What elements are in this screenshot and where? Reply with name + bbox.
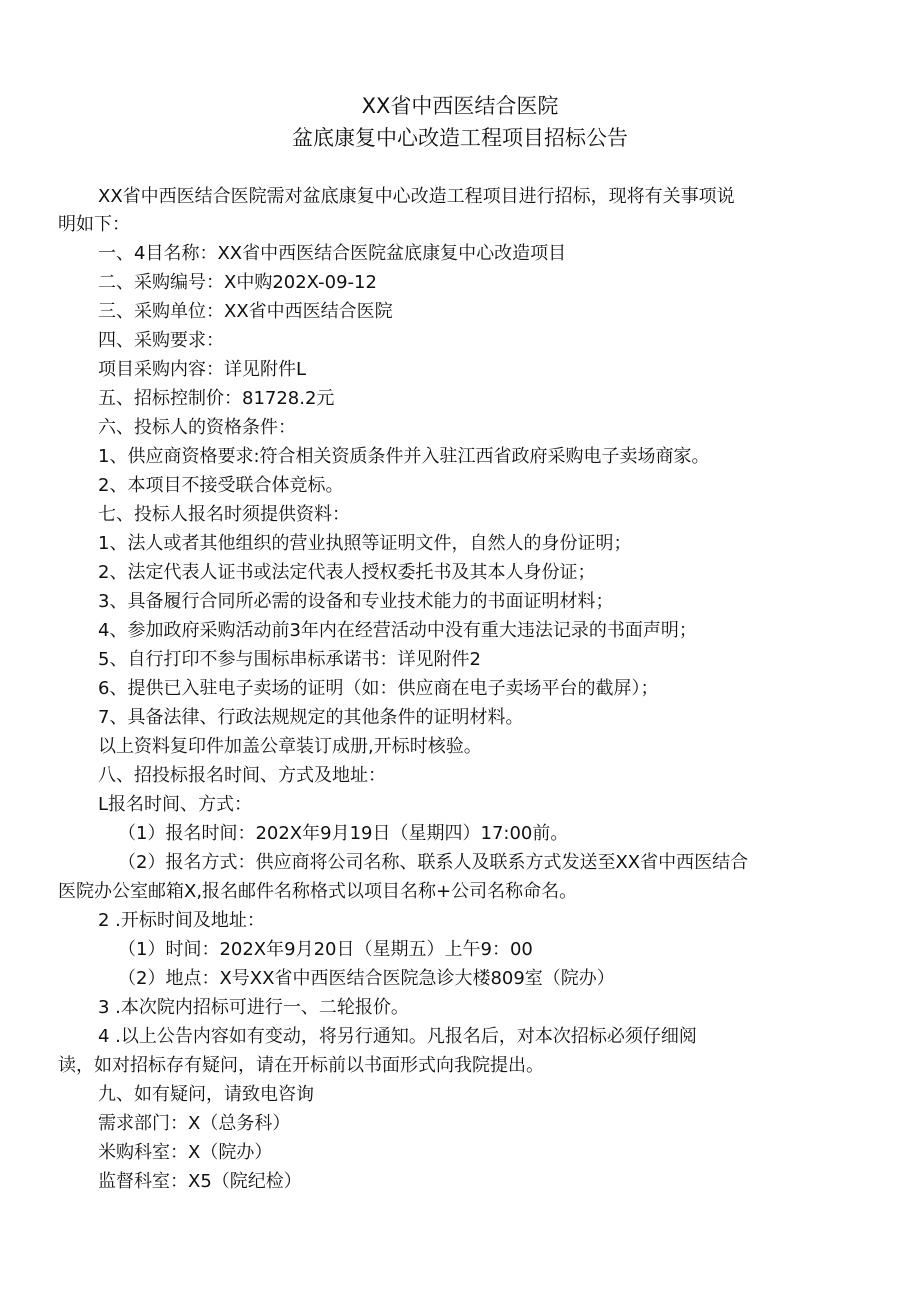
section-procurement-number: 二、采购编号：X中购202X-09-12 (98, 272, 377, 293)
section-procurement-unit: 三、采购单位：XX省中西医结合医院 (98, 301, 393, 322)
section-registration-time-method-address: 八、招投标报名时间、方式及地址： (98, 765, 386, 786)
material-item-4: 4、参加政府采购活动前3年内在经营活动中没有重大违法记录的书面声明； (98, 620, 697, 641)
bid-opening-location: （2）地点：X号XX省中西医结合医院急诊大楼809室（院办） (118, 968, 615, 989)
registration-method-line-1: （2）报名方式：供应商将公司名称、联系人及联系方式发送至XX省中西医结合 (118, 852, 749, 873)
procurement-content-line: 项目采购内容：详见附件L (98, 359, 307, 380)
document-title-hospital: XX省中西医结合医院 (361, 94, 559, 118)
material-item-6: 6、提供已入驻电子卖场的证明（如：供应商在电子卖场平台的截屏）； (98, 678, 659, 699)
changes-note-line-1: 4 .以上公告内容如有变动，将另行通知。凡报名后，对本次招标必须仔细阅 (98, 1026, 697, 1047)
registration-time-method-heading: L报名时间、方式： (98, 794, 253, 815)
material-item-7: 7、具备法律、行政法规规定的其他条件的证明材料。 (98, 707, 524, 728)
section-bidder-qualifications: 六、投标人的资格条件： (98, 417, 296, 438)
section-control-price: 五、招标控制价：81728.2元 (98, 388, 335, 409)
qualification-item-1: 1、供应商资格要求:符合相关资质条件并入驻江西省政府采购电子卖场商家。 (98, 446, 710, 467)
material-item-2: 2、法定代表人证书或法定代表人授权委托书及其本人身份证； (98, 562, 596, 583)
quotation-rounds-note: 3 .本次院内招标可进行一、二轮报价。 (98, 997, 409, 1018)
material-item-5: 5、自行打印不参与围标串标承诺书：详见附件2 (98, 649, 481, 670)
intro-paragraph-line-2: 明如下： (58, 214, 130, 235)
materials-note: 以上资料复印件加盖公章装订成册,开标时核验。 (98, 736, 482, 757)
qualification-item-2: 2、本项目不接受联合体竞标。 (98, 475, 344, 496)
intro-paragraph-line-1: XX省中西医结合医院需对盆底康复中心改造工程项目进行招标，现将有关事项说 (98, 186, 735, 207)
section-procurement-requirements: 四、采购要求： (98, 330, 224, 351)
registration-time-line: （1）报名时间：202X年9月19日（星期四）17:00前。 (118, 823, 569, 844)
section-consultation: 九、如有疑问，请致电咨询 (98, 1084, 314, 1105)
demand-department-contact: 需求部门：X（总务科） (98, 1113, 291, 1134)
material-item-3: 3、具备履行合同所必需的设备和专业技术能力的书面证明材料； (98, 591, 614, 612)
bid-opening-time: （1）时间：202X年9月20日（星期五）上午9：00 (118, 939, 533, 960)
section-registration-materials: 七、投标人报名时须提供资料： (98, 504, 350, 525)
document-title-project: 盆底康复中心改造工程项目招标公告 (292, 126, 628, 150)
procurement-office-contact: 米购科室：X（院办） (98, 1142, 273, 1163)
section-project-name: 一、4目名称：XX省中西医结合医院盆底康复中心改造项目 (98, 243, 567, 264)
changes-note-line-2: 读，如对招标存有疑问，请在开标前以书面形式向我院提出。 (58, 1055, 544, 1076)
bid-opening-heading: 2 .开标时间及地址： (98, 910, 265, 931)
material-item-1: 1、法人或者其他组织的营业执照等证明文件，自然人的身份证明； (98, 533, 632, 554)
registration-method-line-2: 医院办公室邮箱X,报名邮件名称格式以项目名称+公司名称命名。 (58, 881, 578, 902)
supervision-office-contact: 监督科室：X5（院纪检） (98, 1171, 302, 1192)
